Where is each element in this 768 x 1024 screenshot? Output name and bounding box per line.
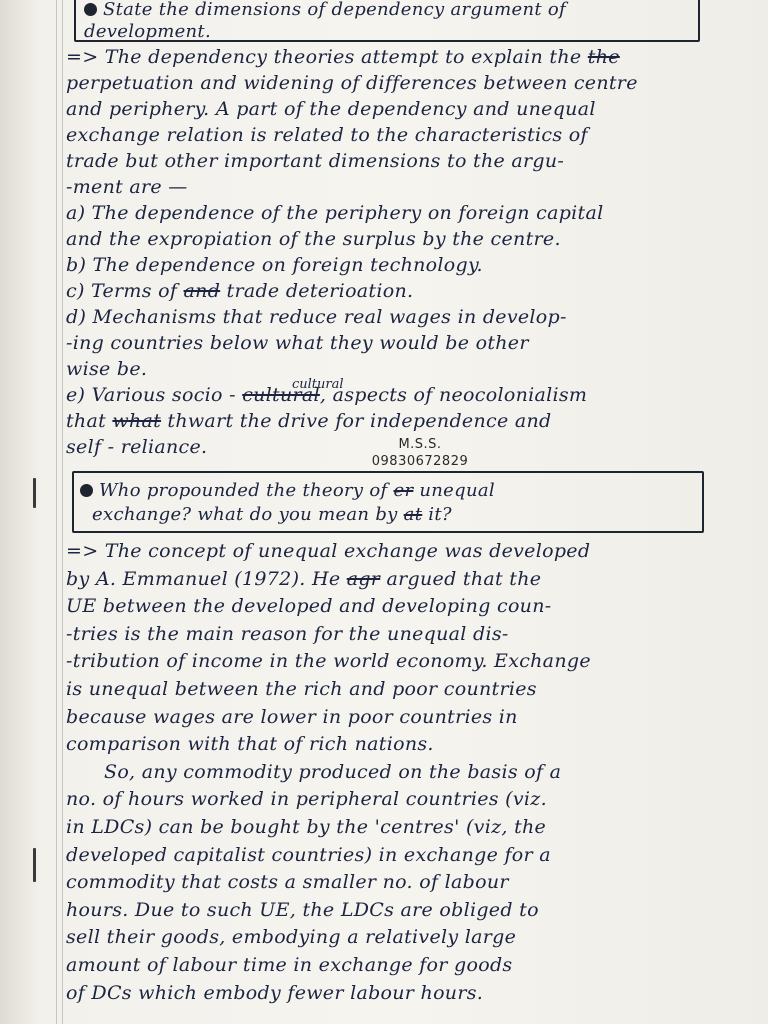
struck-word: cultural: [242, 384, 320, 406]
answer-2-line: by A. Emmanuel (1972). He agr argued that the: [66, 567, 542, 590]
answer-2: [66, 538, 711, 1007]
answer-1-line: and periphery. A part of the dependency and unequal: [66, 98, 596, 120]
answer-1-line: -ment are —: [66, 176, 188, 198]
binder-mark-bottom: [33, 848, 36, 882]
answer-2-line: comparison with that of rich nations.: [66, 733, 434, 756]
answer-2-paragraph-start: So, any commodity produced on the basis of a: [104, 760, 562, 783]
answer-2-line: because wages are lower in poor countries in: [66, 705, 518, 728]
answer-1-line: and the expropiation of the surplus by the centre.: [66, 228, 561, 250]
answer-1-line: perpetuation and widening of differences between centre: [66, 72, 638, 94]
answer-1-line: self - reliance.: [66, 436, 208, 458]
answer-2-line: in LDCs) can be bought by the 'centres' (viz, the: [66, 815, 547, 838]
answer-2-line: of DCs which embody fewer labour hours.: [66, 981, 484, 1004]
struck-word: and: [183, 280, 221, 302]
answer-2-line: hours. Due to such UE, the LDCs are obliged to: [66, 898, 539, 921]
answer-2-line: => The concept of unequal exchange was developed: [66, 540, 591, 562]
struck-word: what: [112, 410, 162, 432]
inserted-word: cultural: [292, 377, 344, 392]
owner-stamp: [355, 436, 485, 470]
answer-1-point-a: a) The dependence of the periphery on foreign capital: [66, 202, 604, 224]
answer-2-line: amount of labour time in exchange for goods: [66, 953, 513, 976]
question-2-line-1: Who propounded the theory of er unequal: [80, 479, 725, 503]
answer-1-line: wise be.: [66, 358, 148, 380]
struck-word: at: [403, 504, 423, 525]
margin-line-left: [56, 0, 57, 1024]
answer-1-point-e: e) Various socio - cultural, aspects of neocolonialism: [66, 384, 588, 406]
struck-word: agr: [346, 567, 381, 590]
bullet-icon: [80, 484, 93, 497]
binder-mark-top: [33, 478, 36, 508]
answer-2-line: no. of hours worked in peripheral countries (viz.: [66, 788, 547, 811]
answer-1-line: -ing countries below what they would be other: [66, 332, 529, 354]
stamp-phone: 09830672829: [371, 454, 469, 469]
struck-word: er: [393, 480, 414, 501]
stamp-name: M.S.S.: [398, 437, 442, 452]
answer-1-point-d: d) Mechanisms that reduce real wages in develop-: [66, 306, 567, 328]
answer-1-line: that what thwart the drive for independence and: [66, 410, 552, 432]
question-2-line-2: exchange? what do you mean by at it?: [92, 504, 452, 525]
answer-2-line: UE between the developed and developing coun-: [66, 595, 552, 618]
question-2: [80, 479, 725, 527]
question-1-line-2: development.: [84, 21, 211, 42]
answer-1-line: trade but other important dimensions to the argu-: [66, 150, 565, 172]
answer-1-line: => The dependency theories attempt to explain the the: [66, 46, 620, 68]
answer-1: [66, 44, 711, 460]
answer-2-line: is unequal between the rich and poor countries: [66, 677, 537, 700]
margin-line-right: [62, 0, 63, 1024]
answer-1-point-c: c) Terms of and trade deterioation.: [66, 280, 414, 302]
answer-1-point-b: b) The dependence on foreign technology.: [66, 254, 483, 276]
question-1: [84, 0, 729, 43]
answer-2-line: developed capitalist countries) in exchange for a: [66, 843, 551, 866]
answer-2-line: commodity that costs a smaller no. of labour: [66, 871, 509, 894]
answer-2-line: -tribution of income in the world economy. Exchange: [66, 650, 591, 673]
answer-1-line: exchange relation is related to the characteristics of: [66, 124, 588, 146]
bullet-icon: [84, 3, 97, 16]
answer-2-line: sell their goods, embodying a relatively large: [66, 926, 517, 949]
answer-2-line: -tries is the main reason for the unequal dis-: [66, 622, 509, 645]
question-1-line-1: State the dimensions of dependency argument of: [84, 0, 729, 21]
struck-word: the: [587, 46, 620, 68]
